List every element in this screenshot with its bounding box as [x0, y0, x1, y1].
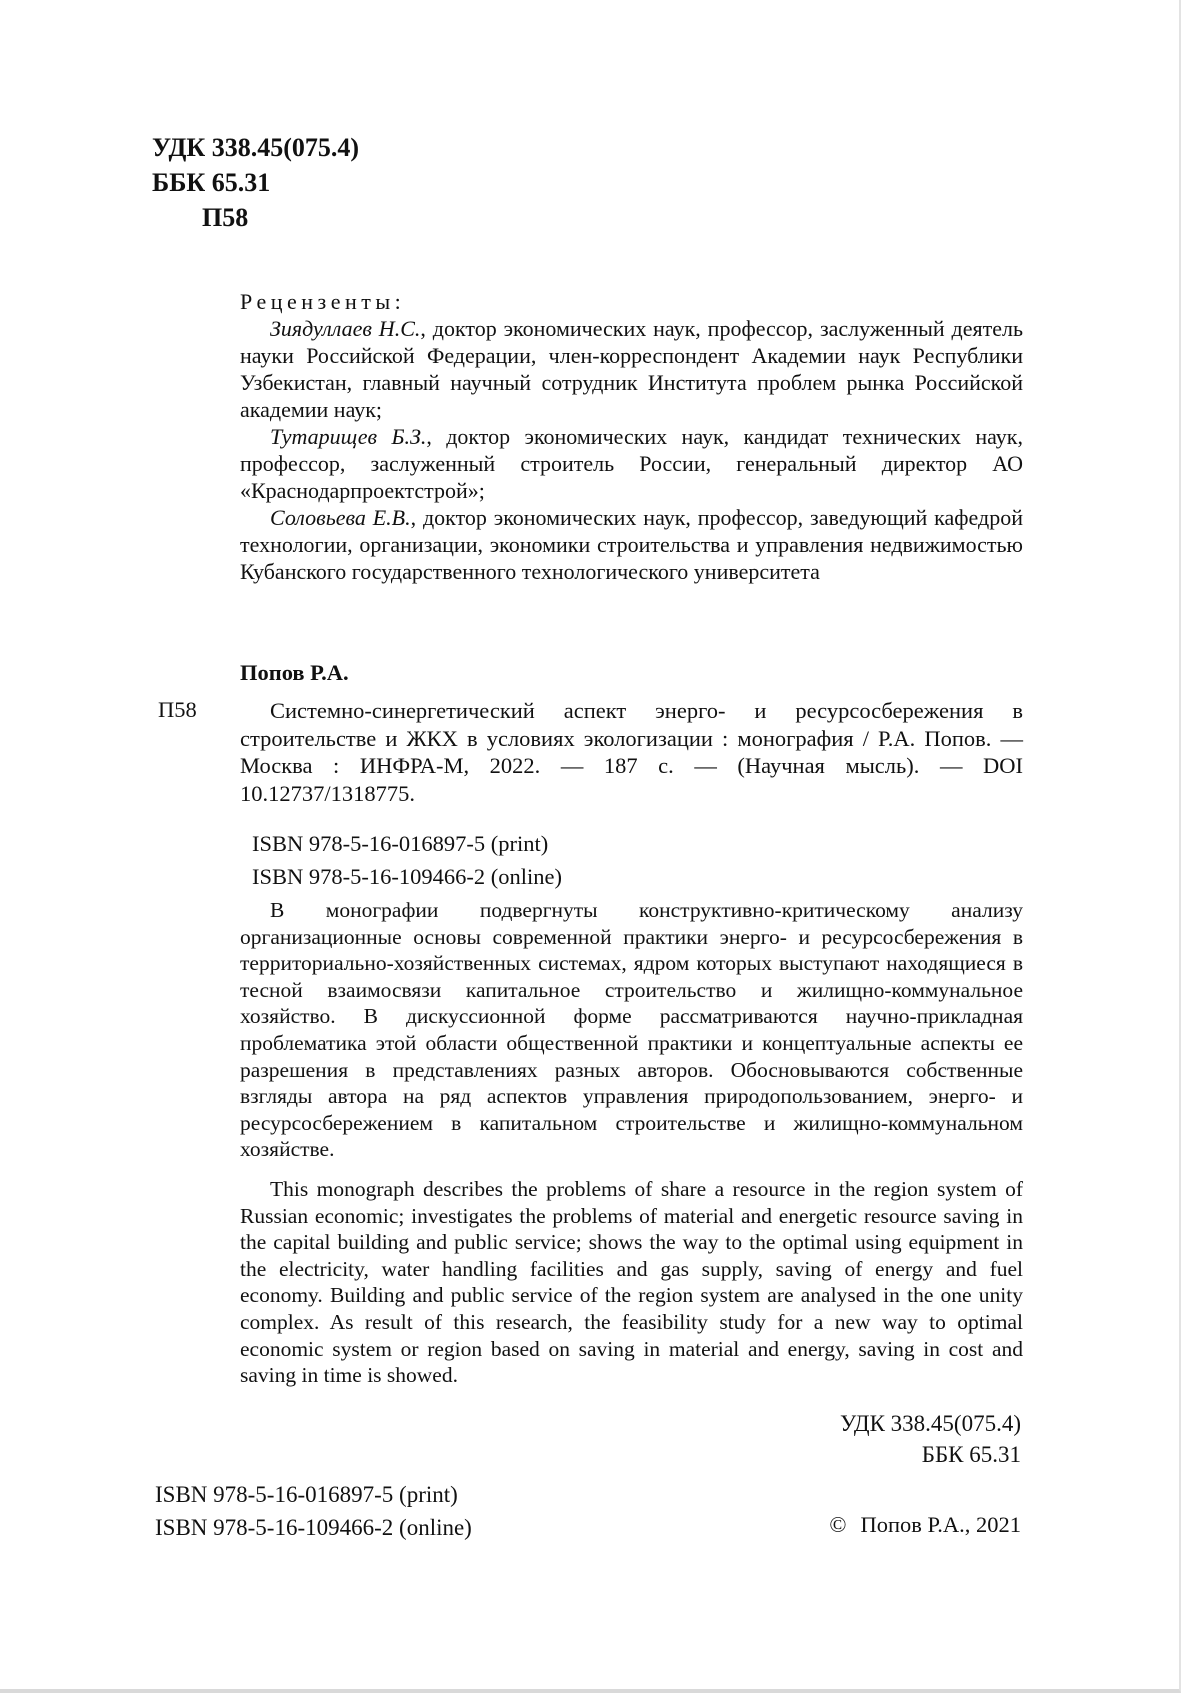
- reviewer-name: Зиядуллаев Н.С.: [270, 316, 421, 341]
- reviewer-name: Тутарищев Б.З.: [270, 424, 427, 449]
- author-sign-top: П58: [202, 203, 249, 232]
- reviewer-entry: [240, 423, 1023, 504]
- reviewer-credentials: , доктор экономических наук, профессор, заслуженный деятель науки Российской Федерации, член-корреспондент Академии наук Республики Узбекистан, главный научный сотрудник Института проблем рынка Российской академии наук;: [240, 316, 1024, 422]
- reviewer-name: Соловьева Е.В.: [270, 505, 411, 530]
- reviewer-entry: [240, 504, 1023, 585]
- catalog-entry: Системно-синергетический аспект энерго- и ресурсосбережения в строительстве и ЖКХ в условиях экологизации : монография / Р.А. Попов. — Москва : ИНФРА-М, 2022. — 187 с. — (Научная мысль). — DOI 10.12737/1318775.: [240, 698, 1023, 806]
- reviewer-credentials: , доктор экономических наук, кандидат технических наук, профессор, заслуженный строитель России, генеральный директор АО «Краснодарпроектстрой»;: [240, 424, 1023, 503]
- copyright-notice: [829, 1512, 1021, 1538]
- isbn-online: ISBN 978-5-16-109466-2 (online): [252, 864, 562, 889]
- udk-code-bottom: УДК 338.45(075.4): [839, 1411, 1021, 1436]
- reviewers-heading: Рецензенты:: [240, 289, 406, 314]
- isbn-block: [252, 827, 562, 893]
- bbk-code-top: ББК 65.31: [152, 168, 271, 197]
- isbn-print: ISBN 978-5-16-016897-5 (print): [252, 831, 549, 856]
- reviewer-entry: [240, 315, 1023, 423]
- classification-codes-bottom: [840, 1408, 1021, 1470]
- annotation-english: This monograph describes the problems of share a resource in the region system of Russian economic; investigates the problems of material and energetic resource saving in the capital building and public service; shows the way to the optimal using equipment in the electricity, water handling facilities and gas supply, saving of energy and fuel economy. Building and public service of the region system are analysed in the one unity complex. As result of this research, the feasibility study for a new way to optimal economic system or region based on saving in material and energy, saving in cost and saving in time is showed.: [240, 1177, 1023, 1388]
- isbn-online-footer: ISBN 978-5-16-109466-2 (online): [155, 1515, 472, 1540]
- reviewers-section: [240, 288, 1023, 585]
- copyright-text: Попов Р.А., 2021: [860, 1512, 1021, 1537]
- author-sign-catalog: П58: [158, 697, 197, 722]
- author-name-heading: Попов Р.А.: [240, 660, 349, 685]
- udk-code-top: УДК 338.45(075.4): [152, 133, 360, 162]
- annotation-russian: В монографии подвергнуты конструктивно-критическому анализу организационные основы современной практики энерго- и ресурсосбережения в территориально-хозяйственных системах, ядром которых выступают находящиеся в тесной взаимосвязи капитальное строительство и жилищно-коммунальное хозяйство. В дискуссионной форме рассматриваются научно-прикладная проблематика этой области общественной практики и концептуальные аспекты ее разрешения в представлениях разных авторов. Обосновываются собственные взгляды автора на ряд аспектов управления природопользованием, энерго- и ресурсосбережением в капитальном строительстве и жилищно-коммунальном хозяйстве.: [240, 898, 1023, 1162]
- reviewer-credentials: , доктор экономических наук, профессор, заведующий кафедрой технологии, организации, экономики строительства и управления недвижимостью Кубанского государственного технологического университета: [240, 505, 1023, 584]
- classification-codes-top: [152, 130, 359, 235]
- bbk-code-bottom: ББК 65.31: [921, 1442, 1021, 1467]
- isbn-block-footer: [155, 1478, 472, 1544]
- copyright-sign: ©: [829, 1512, 847, 1537]
- isbn-print-footer: ISBN 978-5-16-016897-5 (print): [155, 1482, 458, 1507]
